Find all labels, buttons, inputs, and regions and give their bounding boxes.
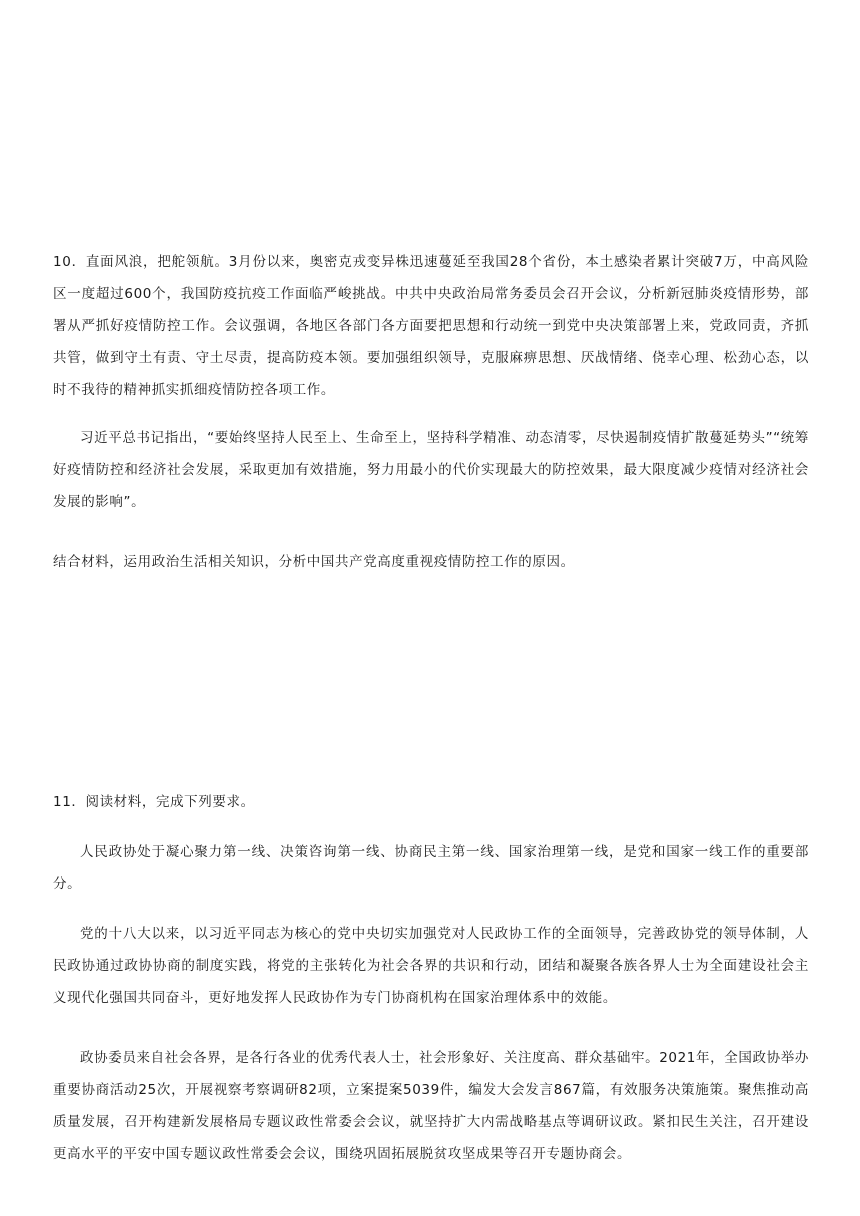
question-11-paragraph-1: 人民政协处于凝心聚力第一线、决策咨询第一线、协商民主第一线、国家治理第一线，是党和国家一线工作的重要部分。 bbox=[53, 844, 809, 892]
question-11-paragraph-3: 政协委员来自社会各界，是各行各业的优秀代表人士，社会形象好、关注度高、群众基础牢。2021年，全国政协举办重要协商活动25次，开展视察考察调研82项，立案提案5039件，编发大会发言867篇，有效服务决策施策。聚焦推动高质量发展，召开构建新发展格局专题议政性常委会会议，就坚持扩大内需战略基点等调研议政。紧扣民生关注，召开建设更高水平的平安中国专题议政性常委会会议，围绕巩固拓展脱贫攻坚成果等召开专题协商会。 bbox=[53, 1050, 809, 1162]
question-11-paragraph-2: 党的十八大以来，以习近平同志为核心的党中央切实加强党对人民政协工作的全面领导，完善政协党的领导体制，人民政协通过政协协商的制度实践，将党的主张转化为社会各界的共识和行动，团结和凝聚各族各界人士为全面建设社会主义现代化强国共同奋斗，更好地发挥人民政协作为专门协商机构在国家治理体系中的效能。 bbox=[53, 926, 809, 1006]
question-10-task: 结合材料，运用政治生活相关知识，分析中国共产党高度重视疫情防控工作的原因。 bbox=[53, 554, 575, 570]
question-10-paragraph-1: 10．直面风浪，把舵领航。3月份以来，奥密克戎变异株迅速蔓延至我国28个省份，本土感染者累计突破7万，中高风险区一度超过600个，我国防疫抗疫工作面临严峻挑战。中共中央政治局常务委员会召开会议，分析新冠肺炎疫情形势，部署从严抓好疫情防控工作。会议强调，各地区各部门各方面要把思想和行动统一到党中央决策部署上来，党政同责，齐抓共管，做到守土有责、守土尽责，提高防疫本领。要加强组织领导，克服麻痹思想、厌战情绪、侥幸心理、松劲心态，以时不我待的精神抓实抓细疫情防控各项工作。 bbox=[53, 254, 809, 398]
question-10-paragraph-2: 习近平总书记指出，“要始终坚持人民至上、生命至上，坚持科学精准、动态清零，尽快遏制疫情扩散蔓延势头”“统筹好疫情防控和经济社会发展，采取更加有效措施，努力用最小的代价实现最大的防控效果，最大限度减少疫情对经济社会发展的影响”。 bbox=[53, 430, 809, 510]
question-11-heading: 11．阅读材料，完成下列要求。 bbox=[53, 794, 255, 810]
